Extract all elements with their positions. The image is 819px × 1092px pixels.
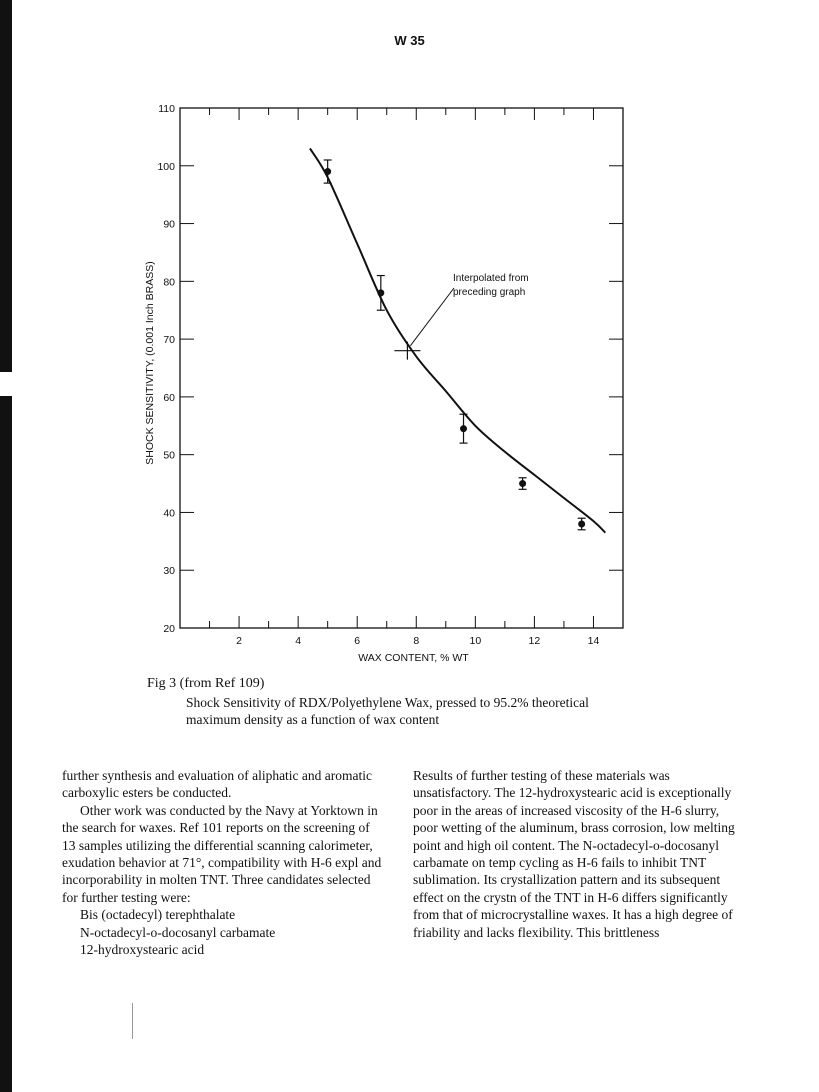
y-tick-label: 80 [163,276,175,289]
left-column [62,767,382,958]
y-tick-label: 60 [163,391,175,404]
y-tick-label: 110 [158,103,175,115]
candidate-item-1: Bis (octadecyl) terephthalate [80,907,236,923]
annotation-leader [410,288,454,346]
y-tick-label: 100 [157,160,175,173]
x-tick-label: 6 [354,635,361,647]
page-header: W 35 [394,33,425,48]
x-tick-label: 12 [528,635,541,647]
x-tick-label: 14 [587,635,600,647]
data-point [324,168,331,175]
data-point [578,521,585,528]
figure-label: Fig 3 (from Ref 109) [147,676,265,691]
right-column [413,767,743,941]
x-tick-label: 2 [236,635,242,647]
y-axis-label: SHOCK SENSITIVITY, (0.001 Inch BRASS) [144,261,156,465]
sensitivity-curve [310,148,605,532]
candidate-item-2: N-octadecyl-o-docosanyl carbamate [80,924,276,940]
data-point [460,425,467,432]
y-tick-label: 50 [163,449,175,462]
margin-mark [132,1003,133,1039]
candidate-item-3: 12-hydroxystearic acid [80,942,205,958]
right-paragraph-1: Results of further testing of these materials was unsatisfactory. The 12-hydroxystearic acid is exceptionally poor in the areas of increased viscosity of the H-6 slurry, poor wetting of the aluminum, brass corrosion, low melting point and high oil content. The N-octadecyl-o-docosanyl carbamate on temp cycling as H-6 fails to inhibit TNT sublimation. Its crystallization pattern and its subsequent effect on the crystn of the TNT in H-6 differs significantly from that of microcrystalline waxes. It has a high degree of friability and lacks flexibility. This brittleness [413,768,735,940]
annotation-line-1: Interpolated from [453,273,529,284]
plot-frame [180,108,623,628]
annotation-line-2: preceding graph [453,287,526,298]
x-tick-label: 8 [413,635,420,647]
y-tick-label: 70 [163,334,175,347]
figure-caption [186,694,666,728]
y-tick-label: 20 [163,623,175,635]
left-paragraph-1: further synthesis and evaluation of aliphatic and aromatic carboxylic esters be conducted. [62,768,373,801]
x-axis-label: WAX CONTENT, % WT [358,652,469,664]
y-tick-label: 40 [163,507,175,520]
data-point [519,480,526,487]
y-tick-label: 90 [163,218,175,231]
x-tick-label: 4 [295,635,302,647]
y-tick-label: 30 [163,565,175,578]
figure-caption-line-1: Shock Sensitivity of RDX/Polyethylene Wax, pressed to 95.2% theoretical [186,695,589,710]
x-tick-label: 10 [469,635,482,647]
left-paragraph-2: Other work was conducted by the Navy at Yorktown in the search for waxes. Ref 101 reports on the screening of 13 samples utilizing the differential scanning calorimeter, exudation behavior at 71°, compatibility with H-6 expl and incorporability in molten TNT. Three candidates selected for further testing were: [62,802,382,905]
data-point [377,289,384,296]
figure-caption-line-2: maximum density as a function of wax content [186,712,440,727]
